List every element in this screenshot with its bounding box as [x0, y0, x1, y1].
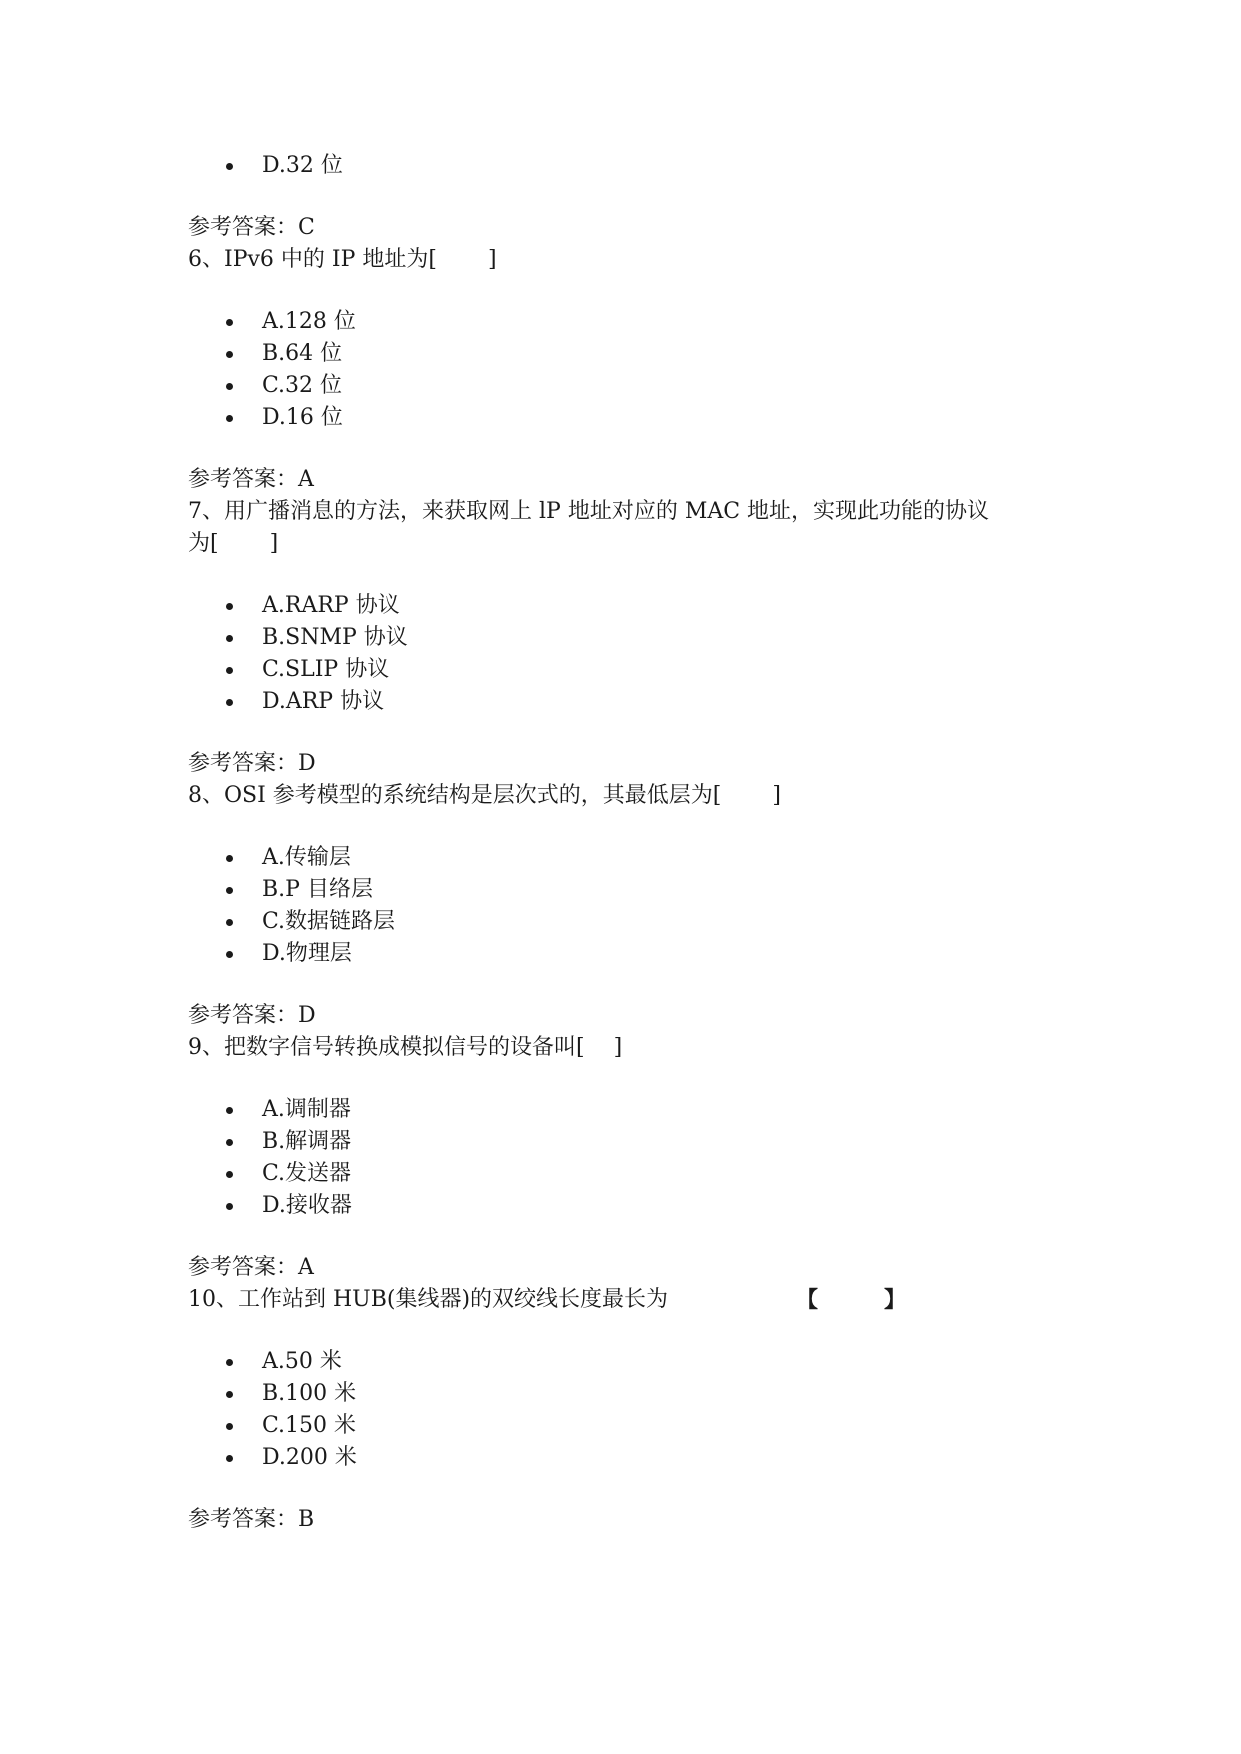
bullet: [226, 415, 233, 422]
bullet: [226, 951, 233, 958]
answer-text: 参考答案：C: [188, 215, 315, 240]
option-text: A.调制器: [262, 1097, 351, 1122]
bullet: [226, 699, 233, 706]
bullet: [226, 351, 233, 358]
question-9-text: 9、把数字信号转换成模拟信号的设备叫[ ]: [188, 1035, 623, 1060]
option-text: D.32 位: [262, 153, 343, 178]
answer-text: 参考答案：D: [188, 1003, 316, 1028]
bullet: [226, 887, 233, 894]
option-text: C.发送器: [262, 1161, 352, 1186]
option-text: B.64 位: [262, 341, 343, 366]
question-7-text-line1: 7、用广播消息的方法，来获取网上 lP 地址对应的 MAC 地址，实现此功能的协议: [188, 499, 990, 524]
question-7-text-line2: 为[ ]: [188, 531, 279, 556]
option-text: C.32 位: [262, 373, 343, 398]
bullet: [226, 1391, 233, 1398]
bullet: [226, 383, 233, 390]
bullet: [226, 1203, 233, 1210]
option-text: C.SLIP 协议: [262, 657, 390, 682]
option-text: D.16 位: [262, 405, 343, 430]
bullet: [226, 667, 233, 674]
bullet: [226, 1171, 233, 1178]
question-10-stem: 10、工作站到 HUB(集线器)的双绞线长度最长为: [188, 1287, 669, 1312]
bullet: [226, 635, 233, 642]
bullet: [226, 855, 233, 862]
answer-text: 参考答案：A: [188, 467, 314, 492]
option-text: A.传输层: [262, 845, 351, 870]
option-text: A.50 米: [262, 1349, 342, 1374]
bullet: [226, 1455, 233, 1462]
bullet: [226, 919, 233, 926]
option-text: B.P 目络层: [262, 877, 373, 902]
bullet: [226, 319, 233, 326]
question-6-text: 6、IPv6 中的 IP 地址为[ ]: [188, 247, 497, 272]
option-text: D.200 米: [262, 1445, 357, 1470]
bullet: [226, 1107, 233, 1114]
question-8-text: 8、OSI 参考模型的系统结构是层次式的，其最低层为[ ]: [188, 783, 781, 808]
option-text: B.100 米: [262, 1381, 357, 1406]
option-text: D.ARP 协议: [262, 689, 385, 714]
question-10-text: [188, 1284, 907, 1316]
bullet: [226, 1359, 233, 1366]
answer-text: 参考答案：A: [188, 1255, 314, 1280]
option-text: A.RARP 协议: [262, 593, 400, 618]
option-text: C.数据链路层: [262, 909, 396, 934]
answer-bracket: 【 】: [796, 1287, 907, 1313]
option-text: B.SNMP 协议: [262, 625, 408, 650]
bullet: [226, 603, 233, 610]
option-text: A.128 位: [262, 309, 356, 334]
bullet: [226, 1139, 233, 1146]
option-text: C.150 米: [262, 1413, 357, 1438]
answer-text: 参考答案：B: [188, 1507, 315, 1532]
option-text: D.物理层: [262, 941, 352, 966]
bullet: [226, 163, 233, 170]
option-text: B.解调器: [262, 1129, 352, 1154]
bullet: [226, 1423, 233, 1430]
answer-text: 参考答案：D: [188, 751, 316, 776]
option-text: D.接收器: [262, 1193, 352, 1218]
